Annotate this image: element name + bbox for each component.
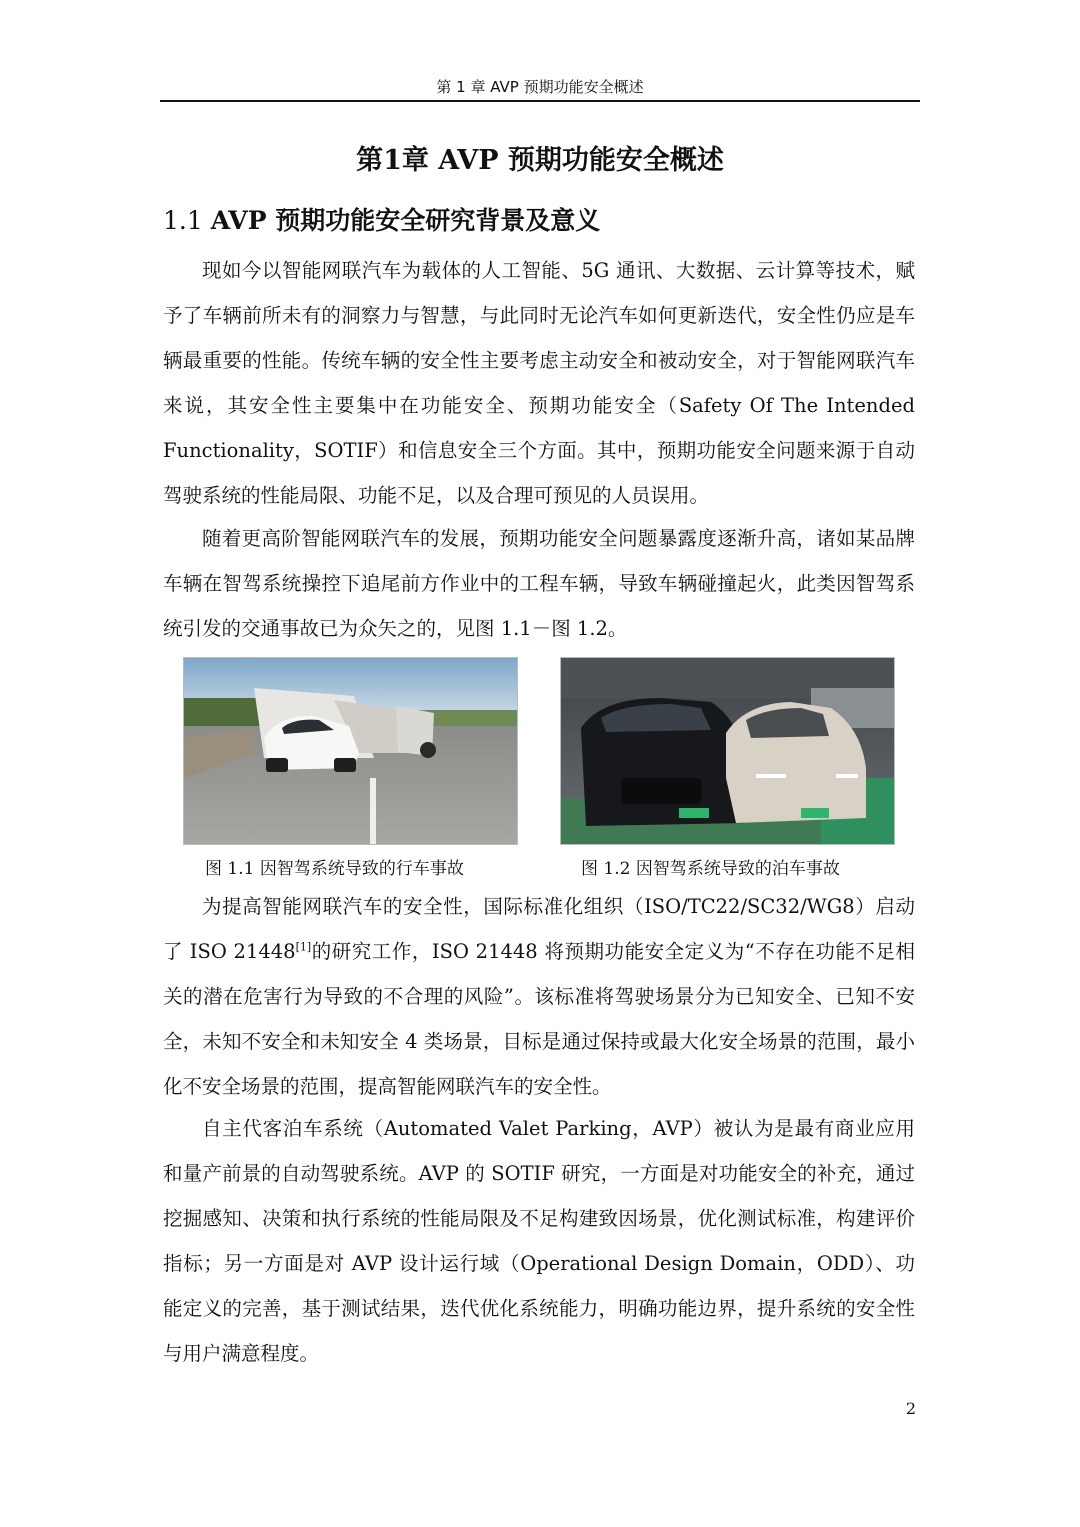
paragraph-3-text-b: 的研究工作，ISO 21448 将预期功能安全定义为“不存在功能不足相关的潜在危害行为导致的不合理的风险”。该标准将驾驶场景分为已知安全、已知不安全，未知不安全和未知安全 4 类场景，目标是通过保持或最大化安全场景的范围，最小化不安全场景的范围，提高智能网联汽车的安全性。	[163, 940, 915, 1098]
header-rule	[160, 100, 920, 102]
paragraph-4: 自主代客泊车系统（Automated Valet Parking，AVP）被认为是最有商业应用和量产前景的自动驾驶系统。AVP 的 SOTIF 研究，一方面是对功能安全的补充，通过挖掘感知、决策和执行系统的性能局限及不足构建致因场景，优化测试标准，构建评价指标；另一方面是对 AVP 设计运行域（Operational Design Domain，ODD）、功能定义的完善，基于测试结果，迭代优化系统能力，明确功能边界，提升系统的安全性与用户满意程度。	[163, 1117, 915, 1365]
running-header: 第 1 章 AVP 预期功能安全概述	[436, 78, 644, 96]
paragraph-3-text-a: 为提高智能网联汽车的安全性，国际标准化组织（ISO/TC22/SC32/WG8）启动了 ISO 21448	[163, 895, 915, 963]
citation-ref: [1]	[295, 940, 312, 954]
paragraph-1: 现如今以智能网联汽车为载体的人工智能、5G 通讯、大数据、云计算等技术，赋予了车辆前所未有的洞察力与智慧，与此同时无论汽车如何更新迭代，安全性仍应是车辆最重要的性能。传统车辆的安全性主要考虑主动安全和被动安全，对于智能网联汽车来说，其安全性主要集中在功能安全、预期功能安全（Safety Of The Intended Functionality，SOTIF）和信息安全三个方面。其中，预期功能安全问题来源于自动驾驶系统的性能局限、功能不足，以及合理可预见的人员误用。	[163, 259, 915, 507]
chapter-title: 第1章 AVP 预期功能安全概述	[356, 145, 724, 176]
figure-1-2-image	[560, 657, 895, 845]
section-title-text: AVP 预期功能安全研究背景及意义	[210, 206, 601, 235]
figure-1-1-image	[183, 657, 518, 845]
section-title	[163, 202, 920, 240]
figure-1-1-caption: 图 1.1 因智驾系统导致的行车事故	[205, 859, 464, 879]
paragraph-2: 随着更高阶智能网联汽车的发展，预期功能安全问题暴露度逐渐升高，诸如某品牌车辆在智驾系统操控下追尾前方作业中的工程车辆，导致车辆碰撞起火，此类因智驾系统引发的交通事故已为众矢之的，见图 1.1－图 1.2。	[163, 527, 915, 640]
page-number: 2	[905, 1399, 916, 1418]
figure-1-2-caption: 图 1.2 因智驾系统导致的泊车事故	[581, 859, 840, 879]
paragraph-3	[163, 884, 915, 1109]
section-number: 1.1	[163, 206, 211, 235]
